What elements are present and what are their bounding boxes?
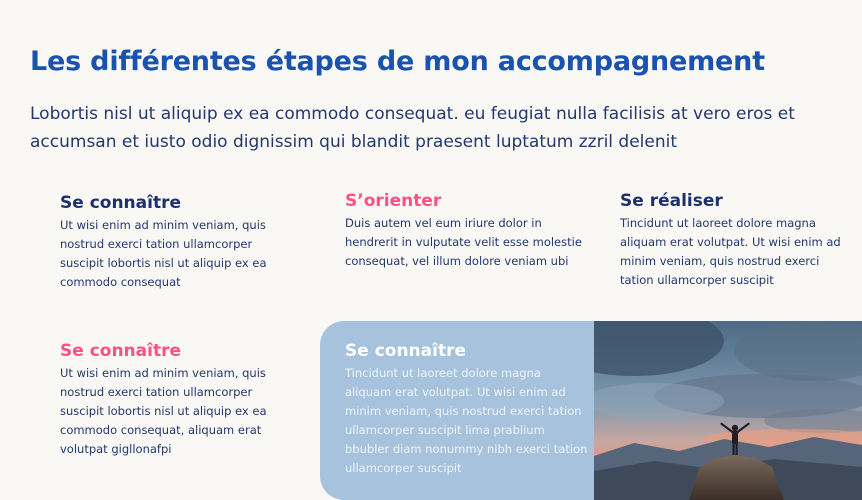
step-card-4 xyxy=(60,340,290,459)
step-text: Tincidunt ut laoreet dolore magna aliquam erat volutpat. Ut wisi enim ad minim veniam, quis nostrud exerci tation ullamcorper suscipit lima prablium bbubler diam nonummy nibh exerci tation ullamcorper suscipit xyxy=(345,366,588,475)
step-text: Ut wisi enim ad minim veniam, quis nostrud exerci tation ullamcorper suscipit lobortis nisl ut aliquip ex ea commodo consequat xyxy=(60,218,267,289)
step-heading: S’orienter xyxy=(345,191,442,211)
step-text: Tincidunt ut laoreet dolore magna aliquam erat volutpat. Ut wisi enim ad minim veniam, quis nostrud exerci tation ullamcorper suscipit xyxy=(620,216,841,287)
mountain-summit-photo xyxy=(594,321,862,500)
step-text: Ut wisi enim ad minim veniam, quis nostrud exerci tation ullamcorper suscipit lobortis nisl ut aliquip ex ea commodo consequat, aliquam erat volutpat gigllonafpi xyxy=(60,366,267,456)
step-heading: Se connaître xyxy=(60,193,181,213)
step-heading: Se connaître xyxy=(345,341,466,361)
step-text: Duis autem vel eum iriure dolor in hendrerit in vulputate velit esse molestie consequat, vel illum dolore veniam ubi xyxy=(345,216,582,268)
page-title: Les différentes étapes de mon accompagnement xyxy=(30,46,765,78)
step-card-1 xyxy=(60,192,290,292)
step-heading: Se connaître xyxy=(60,341,181,361)
step-card-3 xyxy=(620,190,850,290)
step-heading: Se réaliser xyxy=(620,191,723,211)
intro-paragraph: Lobortis nisl ut aliquip ex ea commodo consequat. eu feugiat nulla facilisis at vero eros et accumsan et iusto odio dignissim qui blandit praesent luptatum zzril delenit xyxy=(30,104,795,152)
step-card-2 xyxy=(345,190,585,271)
step-card-5 xyxy=(345,340,590,478)
